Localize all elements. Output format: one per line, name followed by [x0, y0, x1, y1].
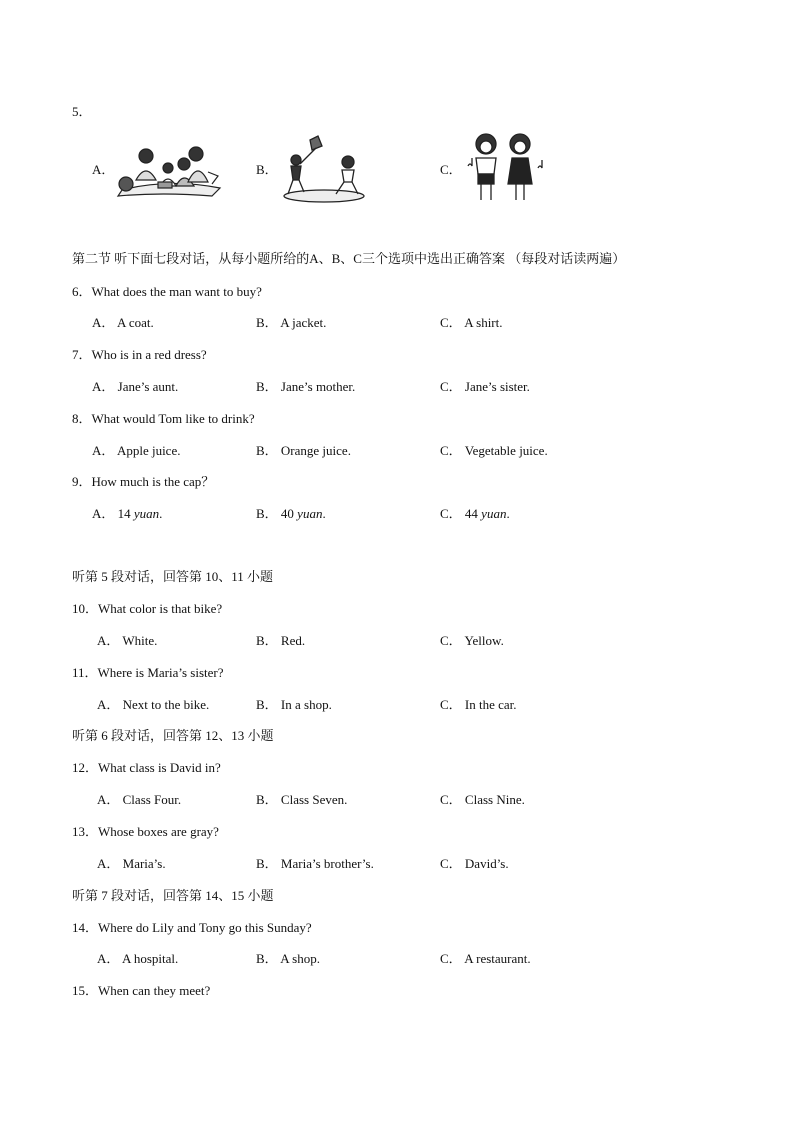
- q12-option-c[interactable]: C． Class Nine.: [440, 792, 525, 807]
- instruction-dialogue-7: 听第 7 段对话，回答第 14、15 小题: [72, 888, 274, 903]
- question-number: 8．: [72, 411, 92, 426]
- question-text: What would Tom like to drink?: [91, 411, 255, 426]
- q14-option-a[interactable]: A． A hospital.: [97, 951, 179, 966]
- question-text: What does the man want to buy?: [91, 284, 262, 299]
- q10-option-b[interactable]: B． Red.: [256, 633, 306, 648]
- question-number: 6．: [72, 284, 92, 299]
- kids-flying-kite-picture: [282, 134, 366, 204]
- q8-option-a[interactable]: A． Apple juice.: [92, 443, 181, 458]
- q13-option-b[interactable]: B． Maria’s brother’s.: [256, 856, 374, 871]
- question-text: How much is the cap？: [91, 474, 215, 489]
- q5-number: 5．: [72, 104, 92, 119]
- question-number: 7．: [72, 347, 92, 362]
- q5-option-b-letter[interactable]: B．: [256, 162, 278, 177]
- q7-option-a[interactable]: A． Jane’s aunt.: [92, 379, 179, 394]
- q9-option-a[interactable]: A． 14 yuan.: [92, 506, 163, 521]
- question-15: 15．When can they meet?: [72, 983, 211, 998]
- q14-option-b[interactable]: B． A shop.: [256, 951, 320, 966]
- q8-option-b[interactable]: B． Orange juice.: [256, 443, 351, 458]
- question-11: 11．Where is Maria’s sister?: [72, 665, 224, 680]
- question-13: 13．Whose boxes are gray?: [72, 824, 219, 839]
- question-12: 12．What class is David in?: [72, 760, 221, 775]
- kids-singing-picture: [462, 130, 546, 206]
- instruction-dialogue-5: 听第 5 段对话，回答第 10、11 小题: [72, 569, 274, 584]
- question-text: Who is in a red dress?: [91, 347, 207, 362]
- instruction-dialogue-6: 听第 6 段对话，回答第 12、13 小题: [72, 728, 274, 743]
- q14-option-c[interactable]: C． A restaurant.: [440, 951, 531, 966]
- q5-option-c-letter[interactable]: C．: [440, 162, 462, 177]
- q9-option-c[interactable]: C． 44 yuan.: [440, 506, 510, 521]
- question-6: [72, 284, 262, 300]
- question-7: [72, 347, 207, 363]
- q12-option-a[interactable]: A． Class Four.: [97, 792, 182, 807]
- question-9: [72, 474, 214, 490]
- q10-option-c[interactable]: C． Yellow.: [440, 633, 504, 648]
- q11-option-b[interactable]: B． In a shop.: [256, 697, 332, 712]
- q11-option-c[interactable]: C． In the car.: [440, 697, 517, 712]
- question-14: 14．Where do Lily and Tony go this Sunday?: [72, 920, 312, 935]
- q6-option-b[interactable]: B． A jacket.: [256, 315, 327, 330]
- question-8: [72, 411, 255, 427]
- q7-option-b[interactable]: B． Jane’s mother.: [256, 379, 356, 394]
- q12-option-b[interactable]: B． Class Seven.: [256, 792, 348, 807]
- q6-option-a[interactable]: A． A coat.: [92, 315, 154, 330]
- question-number: 9．: [72, 474, 92, 489]
- q9-option-b[interactable]: B． 40 yuan.: [256, 506, 326, 521]
- q5-option-a-letter[interactable]: A．: [92, 162, 115, 177]
- question-10: 10．What color is that bike?: [72, 601, 223, 616]
- q13-option-a[interactable]: A． Maria’s.: [97, 856, 166, 871]
- q8-option-c[interactable]: C． Vegetable juice.: [440, 443, 548, 458]
- q7-option-c[interactable]: C． Jane’s sister.: [440, 379, 530, 394]
- section-2-title: 第二节 听下面七段对话，从每小题所给的A、B、C三个选项中选出正确答案 （每段对话读两遍）: [72, 251, 626, 266]
- family-picnic-picture: [112, 142, 224, 198]
- q10-option-a[interactable]: A． White.: [97, 633, 158, 648]
- q11-option-a[interactable]: A． Next to the bike.: [97, 697, 210, 712]
- q6-option-c[interactable]: C． A shirt.: [440, 315, 503, 330]
- q13-option-c[interactable]: C． David’s.: [440, 856, 509, 871]
